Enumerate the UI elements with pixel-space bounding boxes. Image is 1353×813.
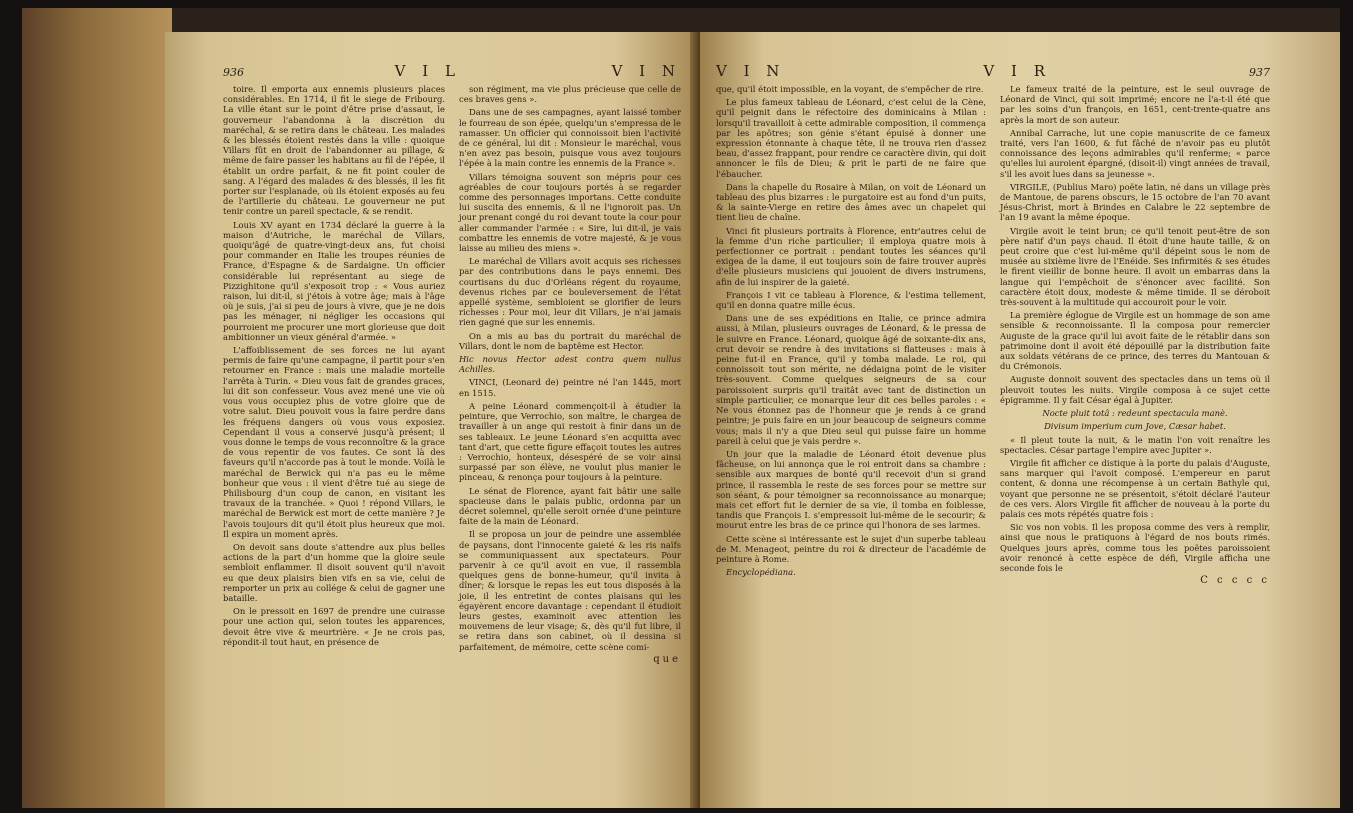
paragraph: Louis XV ayant en 1734 déclaré la guerre à la maison d'Autriche, le maréchal de Villars, quoiqu'âgé de quatre-vingt-deux ans, fut choisi pour commander en Italie les troupes réunies de France, d'Espagne & de Sardaigne. Un officier considérable lui représentant au siege de Pizzighitone qu'il s'exposoit trop : « Vous auriez raison, lui dit-il, si j'étois à votre âge; mais à l'âge où je suis, j'ai si peu de jours à vivre, que je ne dois pas les ménager, ni négliger les occasions qui pourroient me procurer une mort glorieuse que doit ambitionner un vieux général d'armée. » — [223, 219, 445, 342]
book-cover-edge — [22, 8, 172, 808]
paragraph: Dans une de ses expéditions en Italie, ce prince admira aussi, à Milan, plusieurs ouvrages de Léonard, & le pressa de le suivre en France. Léonard, quoique âgé de soixante-dix ans, crut devoir se rendre à des invitations si flatteuses : mais à peine fut-il en France, qu'il y tomba malade. Le roi, qui connoissoit tout son mérite, ne dédaigna point de le visiter très-souvent. Comme quelques seigneurs de sa cour paroissoient surpris qu'il traitât avec tant de distinction un simple particulier, ce monarque leur dit ces belles paroles : « Ne vous étonnez pas de l'honneur que je rends à ce grand peintre; je puis faire en un jour beaucoup de seigneurs comme vous; mais il n'y a que Dieu seul qui puisse faire un homme pareil à celui que je vais perdre ». — [716, 313, 986, 446]
left-page-number: 936 — [223, 66, 244, 79]
paragraph: On le pressoit en 1697 de prendre une cuirasse pour une action qui, selon toutes les apparences, devoit être vive & meurtrière. « Je ne crois pas, répondit-il tout haut, en présence de — [223, 606, 445, 647]
right-running-head — [716, 62, 1270, 80]
paragraph: François I vit ce tableau à Florence, & l'estima tellement, qu'il en donna quatre mille écus. — [716, 289, 986, 311]
paragraph: Auguste donnoit souvent des spectacles dans un tems où il pleuvoit toutes les nuits. Virgile composa à ce sujet cette épigramme. Il y fait César égal à Jupiter. — [1000, 374, 1270, 405]
paragraph: Dans la chapelle du Rosaire à Milan, on voit de Léonard un tableau des plus bizarres : le purgatoire est au fond d'un puits, & la sainte-Vierge en retire des âmes avec un chapelet qui tient lieu de chaîne. — [716, 181, 986, 223]
paragraph: Le plus fameux tableau de Léonard, c'est celui de la Cène, qu'il peignit dans le réfectoire des dominicains à Milan : lorsqu'il travailloit à cette admirable composition, il commença par les apôtres; son génie s'étant épuisé à donner une expression étonnante à chaque tête, il ne trouva rien d'assez beau, d'assez frappant, pour rendre ce caractère divin, qui doit annoncer le fils de Dieu; & prit le parti de ne faire que l'ébaucher. — [716, 97, 986, 179]
left-columns — [223, 84, 681, 668]
paragraph: Villars témoigna souvent son mépris pour ces agréables de cour toujours portés à se regarder comme des personnages importans. Cette conduite lui suscita des ennemis, & il ne l'ignoroit pas. Un jour prenant congé du roi devant toute la cour pour aller commander l'armée : « Sire, lui dit-il, je vais combattre les ennemis de votre majesté, & je vous laisse au milieu des miens ». — [459, 171, 681, 254]
source-citation: Encyclopédiana. — [726, 567, 796, 578]
paragraph: Virgile fit afficher ce distique à la porte du palais d'Auguste, sans marquer qui l'avoit composé. L'empereur en parut content, & donna une récompense à un certain Bathyle qui, voyant que personne ne se présentoit, s'étoit déclaré l'auteur de ces vers. Alors Virgile fit afficher de nouveau à la porte du palais ces mots répétés quatre fois : — [1000, 457, 1270, 519]
paragraph: On devoit sans doute s'attendre aux plus belles actions de la part d'un homme que la gloire seule sembloit enflammer. Il disoit souvent qu'il n'avoit eu que deux plaisirs bien vifs en sa vie, celui de remporter un prix au collége & celui de gagner une bataille. — [223, 541, 445, 603]
signature-mark: C c c c c — [1200, 575, 1270, 587]
paragraph: que, qu'il étoit impossible, en la voyant, de s'empêcher de rire. — [716, 84, 984, 94]
right-col-1 — [716, 84, 986, 589]
paragraph: Le fameux traité de la peinture, est le seul ouvrage de Léonard de Vinci, qui soit imprimé; encore ne l'a-t-il été que par les soins d'un françois, en 1651, cent-trente-quatre ans après la mort de son auteur. — [1000, 84, 1270, 125]
left-head-1: V I L — [394, 62, 461, 80]
left-col-2 — [459, 84, 681, 668]
paragraph: Vinci fit plusieurs portraits à Florence, entr'autres celui de la femme d'un riche particulier; il employa quatre mois à perfectionner ce portrait : pendant toutes les séances qu'il exigea de la dame, il eut toujours soin de faire trouver auprès d'elle plusieurs musiciens qui jouoient de divers instrumens, afin de lui inspirer de la gaieté. — [716, 225, 986, 287]
paragraph: A peine Léonard commençoit-il à étudier la peinture, que Verrochio, son maître, le chargea de travailler à un ange qui restoit à finir dans un de ses tableaux. Le jeune Léonard s'en acquitta avec tant d'art, que cette figure effaçoit toutes les autres : Verrochio, honteux, désespéré de se voir ainsi surpassé par son élève, ne voulut plus manier le pinceau, & renonça pour toujours à la peinture. — [459, 400, 681, 483]
latin-verse-2: Divisum imperium cum Jove, Cæsar habet. — [1044, 421, 1226, 432]
entry-heading-vinci: VINCI, (Leonard de) peintre né l'an 1445, mort en 1515. — [459, 377, 681, 398]
left-head-2: V I N — [611, 62, 681, 80]
right-head-2: V I R — [983, 62, 1051, 80]
paragraph: son régiment, ma vie plus précieuse que celle de ces braves gens ». — [459, 84, 681, 105]
paragraph: Le sénat de Florence, ayant fait bâtir une salle spacieuse dans le palais public, ordonna par un décret solemnel, qu'elle seroit ornée d'une peinture faite de la main de Léonard. — [459, 485, 681, 527]
right-col-2 — [1000, 84, 1270, 589]
right-page — [700, 32, 1340, 808]
paragraph: La première églogue de Virgile est un hommage de son ame sensible & reconnoissante. Il la composa pour remercier Auguste de la grace qu'il lui avoit faite de le rétablir dans son patrimoine dont il avoit été dépouillé par la distribution faite aux soldats vétérans de ce prince, des terres du Mantouan & du Crémonois. — [1000, 310, 1270, 372]
paragraph: Dans une de ses campagnes, ayant laissé tomber le fourreau de son épée, quelqu'un s'empressa de le ramasser. Un officier qui connoissoit bien l'activité de ce général, lui dit : Monsieur le maréchal, vous n'en avez pas besoin, puisque vous avez toujours l'épée à la main contre les ennemis de la France ». — [459, 107, 681, 169]
latin-verse: Hic novus Hector adest contra quem nullus Achilles. — [459, 354, 681, 375]
paragraph: On a mis au bas du portrait du maréchal de Villars, dont le nom de baptême est Hector. — [459, 330, 681, 351]
paragraph: Il se proposa un jour de peindre une assemblée de paysans, dont l'innocente gaieté & les ris naïfs se communiquassent aux spectateurs. Pour parvenir à ce qu'il avoit en vue, il rassembla quelques gens de bonne-humeur, qu'il invita à dîner; & lorsque le repas les eut tous disposés à la joie, il les entretint de contes plaisans qui les égayèrent encore davantage : cependant il étudioit leurs gestes, examinoit avec attention les mouvemens de leur visage; &, dès qu'il fut libre, il se retira dans son cabinet, où il dessina si parfaitement, de mémoire, cette scène comi- — [459, 529, 681, 652]
catchword: que — [653, 653, 681, 665]
paragraph: Le maréchal de Villars avoit acquis ses richesses par des contributions dans le pays ennemi. Des courtisans du duc d'Orléans régent du royaume, devenus riches par ce bouleversement de l'état appellé système, sembloient se glorifier de leurs richesses : Pour moi, leur dit Villars, je n'ai jamais rien gagné que sur les ennemis. — [459, 256, 681, 328]
right-columns — [716, 84, 1270, 589]
paragraph: Annibal Carrache, lut une copie manuscrite de ce fameux traité, vers l'an 1600, & fut fâché de n'avoir pas eu plutôt connoissance des leçons admirables qu'il renferme; « parce qu'elles lui auroient épargné, (disoit-il) vingt années de travail, s'il les avoit lues dans sa jeunesse ». — [1000, 127, 1270, 179]
right-head-1: V I N — [716, 62, 786, 80]
paragraph: Virgile avoit le teint brun; ce qu'il tenoit peut-être de son père natif d'un pays chaud. Il étoit d'une haute taille, & on peut croire que c'est lui-même qu'il dépeint sous le nom de musée au sixième livre de l'Enéide. Ses infirmités & ses études le firent vieillir de bonne heure. Il avoit un embarras dans la langue qui l'empêchoit de s'énoncer avec facilité. Son caractère étoit doux, modeste & même timide. Il se déroboit très-souvent à la multitude qui accouroit pour le voir. — [1000, 225, 1270, 308]
left-page — [165, 32, 695, 808]
left-running-head — [223, 62, 681, 80]
paragraph: L'affoiblissement de ses forces ne lui ayant permis de faire qu'une campagne, il partit pour s'en retourner en France : mais une maladie mortelle l'arrêta à Turin. « Dieu vous fait de grandes graces, lui dit son confesseur. Vous avez mené une vie où vous vous occupiez plus de votre gloire que de votre salut. Dieu pouvoit vous la faire perdre dans les fréquens dangers où vous vous exposiez. Cependant il vous a conservé jusqu'à présent; il vous donne le temps de vous reconnoître & la grace de vous repentir de vos fautes. Ce sont là des faveurs qu'il n'accorde pas à tout le monde. Voilà le maréchal de Berwick qui n'a pas eu le même bonheur que vous : il vient d'être tué au siege de Philisbourg d'un coup de canon, en visitant les travaux de la tranchée. » Quoi ! répond Villars, le maréchal de Berwick est mort de cette manière ? Je l'avois toujours dit qu'il étoit plus heureux que moi. Il expira un moment après. — [223, 345, 445, 539]
left-col-1 — [223, 84, 445, 668]
paragraph: Un jour que la maladie de Léonard étoit devenue plus fâcheuse, on lui annonça que le roi entroit dans sa chambre : sensible aux marques de bonté qu'il recevoit d'un si grand prince, il rassembla le reste de ses forces pour se mettre sur son séant, & pour témoigner sa reconnoissance au monarque; mais cet effort fut le dernier de sa vie, il tomba en foiblesse, tandis que François I. s'empressoit lui-même de le secourir; & mourut entre les bras de ce prince qui l'honora de ses larmes. — [716, 448, 986, 531]
paragraph: Cette scène si intéressante est le sujet d'un superbe tableau de M. Menageot, peintre du roi & directeur de l'académie de peinture à Rome. — [716, 533, 986, 564]
right-page-number: 937 — [1248, 66, 1270, 79]
entry-heading-virgile: VIRGILE, (Publius Maro) poëte latin, né dans un village près de Mantoue, de parens obscurs, le 15 octobre de l'an 70 avant Jésus-Christ, mort à Brindes en Calabre le 22 septembre de l'an 19 avant la même époque. — [1000, 181, 1270, 223]
paragraph: toire. Il emporta aux ennemis plusieurs places considérables. En 1714, il fit le siege de Fribourg. La ville étant sur le point d'être prise d'assaut, le gouverneur l'abandonna à la discrétion du maréchal, & se retira dans le château. Les malades & les blessés étoient restés dans la ville : quoique Villars fût en droit de l'abandonner au pillage, & même de faire passer les habitans au fil de l'épée, il établit un ordre parfait, & ne fit point couler de sang. A l'égard des malades & des blessés, il les fit porter sur l'esplanade, où ils étoient exposés au feu de l'artillerie du château. Le gouverneur ne put tenir contre un pareil spectacle, & se rendit. — [223, 84, 445, 217]
paragraph: « Il pleut toute la nuit, & le matin l'on voit renaître les spectacles. César partage l'empire avec Jupiter ». — [1000, 434, 1270, 455]
paragraph: Sic vos non vobis. Il les proposa comme des vers à remplir, ainsi que nous le pratiquons à l'égard de nos bouts rimés. Quelques jours après, comme tous les poëtes paroissoient avoir renoncé à cette espèce de défi, Virgile afficha une seconde fois le — [1000, 522, 1270, 573]
latin-verse-1: Nocte pluit totâ : redeunt spectacula manè. — [1042, 408, 1228, 419]
